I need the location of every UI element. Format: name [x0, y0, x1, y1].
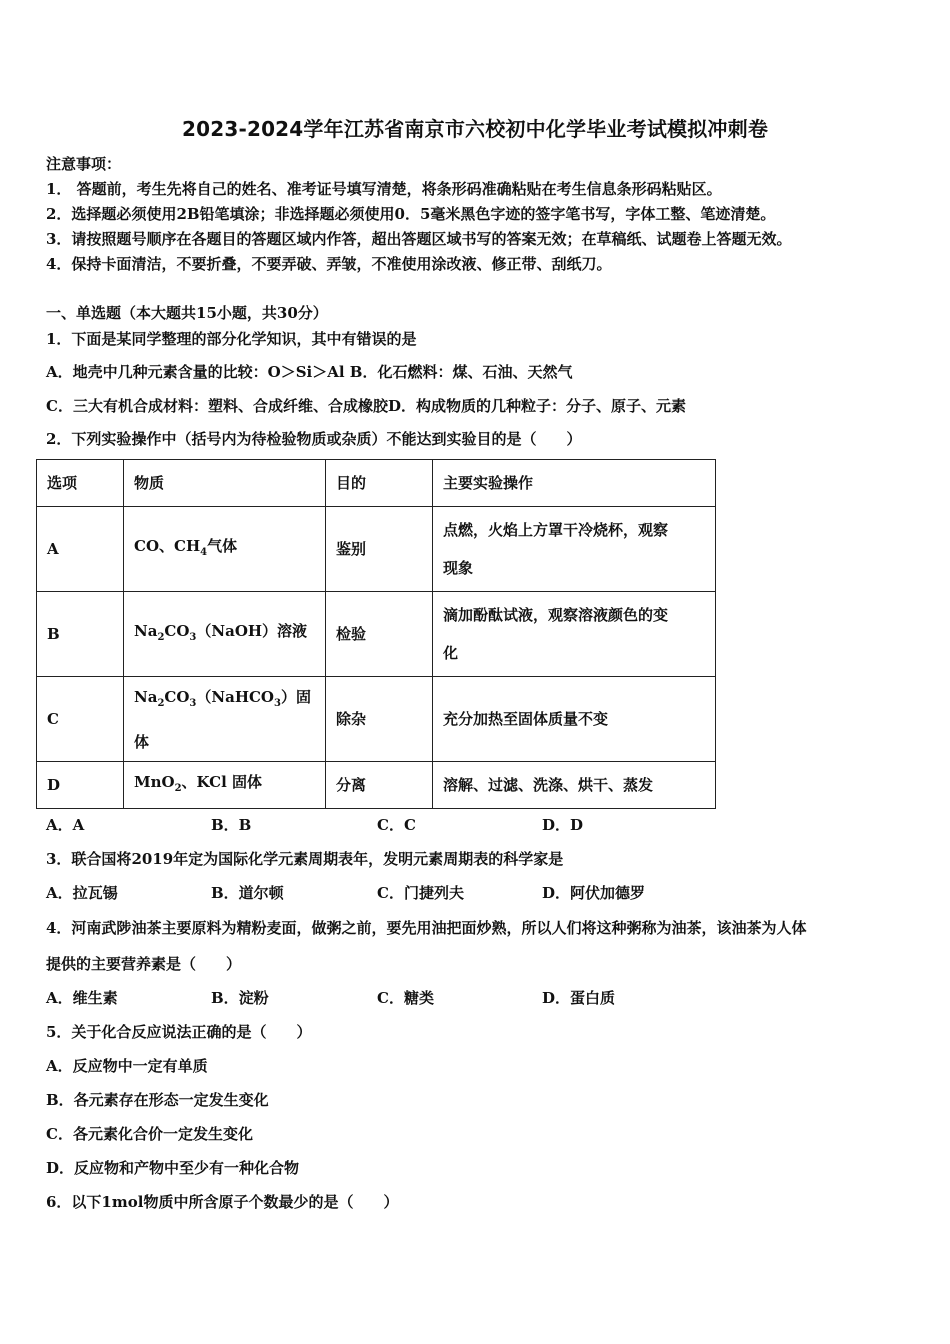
table-row — [37, 677, 716, 762]
table-cell-substance: $Na_2CO_3(NaOH)$溶液 — [124, 592, 326, 677]
q5-option-c: C．各元素化合价一定发生变化 — [46, 1125, 253, 1143]
table-cell-substance: $Na_2CO_3(NaHCO_3)$固 体 — [124, 677, 326, 762]
table-cell-option: B — [37, 592, 124, 677]
q3-option-d: D．阿伏加德罗 — [542, 884, 646, 902]
q1-options-line1: A．地壳中几种元素含量的比较：O＞Si＞Al B．化石燃料：煤、石油、天然气 — [46, 363, 573, 381]
q4-option-d: D．蛋白质 — [542, 989, 616, 1007]
table-row — [37, 507, 716, 592]
q3-stem: 3．联合国将2019年定为国际化学元素周期表年，发明元素周期表的科学家是 — [46, 850, 564, 868]
table-cell-substance: CO、$CH_4$气体 — [124, 507, 326, 592]
q5-stem: 5．关于化合反应说法正确的是（ ） — [46, 1023, 312, 1041]
q2-table — [36, 459, 716, 809]
table-cell-purpose: 除杂 — [326, 677, 433, 762]
q2-option-d: D．D — [542, 816, 584, 834]
table-cell-purpose: 分离 — [326, 762, 433, 809]
notice-heading: 注意事项： — [46, 155, 122, 173]
table-cell-operation: 点燃，火焰上方罩干冷烧杯，观察 现象 — [433, 507, 716, 592]
table-cell-option: D — [37, 762, 124, 809]
table-header-cell: 选项 — [37, 460, 124, 507]
q4-stem-line1: 4．河南武陟油茶主要原料为精粉麦面，做粥之前，要先用油把面炒熟，所以人们将这种粥称为油茶，该油茶为人体 — [46, 919, 807, 937]
table-header-cell: 物质 — [124, 460, 326, 507]
q6-stem: 6．以下1mol物质中所含原子个数最少的是（ ） — [46, 1193, 399, 1211]
q2-option-b: B．B — [211, 816, 252, 834]
table-header-row — [37, 460, 716, 507]
q2-stem: 2．下列实验操作中（括号内为待检验物质或杂质）不能达到实验目的是（ ） — [46, 430, 582, 448]
q3-option-c: C．门捷列夫 — [377, 884, 464, 902]
q3-option-b: B．道尔顿 — [211, 884, 284, 902]
q4-stem-line2: 提供的主要营养素是（ ） — [46, 955, 242, 973]
notice-item-3: 3．请按照题号顺序在各题目的答题区域内作答，超出答题区域书写的答案无效；在草稿纸、试题卷上答题无效。 — [46, 230, 792, 248]
q1-options-line2: C．三大有机合成材料：塑料、合成纤维、合成橡胶D．构成物质的几种粒子：分子、原子、元素 — [46, 397, 686, 415]
table-cell-option: A — [37, 507, 124, 592]
table-cell-operation: 充分加热至固体质量不变 — [433, 677, 716, 762]
q2-option-c: C．C — [377, 816, 416, 834]
q5-option-b: B．各元素存在形态一定发生变化 — [46, 1091, 269, 1109]
table-cell-purpose: 鉴别 — [326, 507, 433, 592]
q5-option-a: A．反应物中一定有单质 — [46, 1057, 208, 1075]
q4-option-c: C．糖类 — [377, 989, 434, 1007]
table-cell-purpose: 检验 — [326, 592, 433, 677]
q4-option-a: A．维生素 — [46, 989, 118, 1007]
notice-item-1: 1． 答题前，考生先将自己的姓名、准考证号填写清楚，将条形码准确粘贴在考生信息条形码粘贴区。 — [46, 180, 722, 198]
table-cell-operation: 滴加酚酞试液，观察溶液颜色的变 化 — [433, 592, 716, 677]
table-cell-option: C — [37, 677, 124, 762]
q1-stem: 1．下面是某同学整理的部分化学知识，其中有错误的是 — [46, 330, 417, 348]
table-cell-operation: 溶解、过滤、洗涤、烘干、蒸发 — [433, 762, 716, 809]
section-heading: 一、单选题（本大题共15小题，共30分） — [46, 304, 328, 322]
table-row — [37, 592, 716, 677]
q2-option-a: A．A — [46, 816, 85, 834]
notice-item-4: 4．保持卡面清洁，不要折叠，不要弄破、弄皱，不准使用涂改液、修正带、刮纸刀。 — [46, 255, 612, 273]
table-cell-substance: MnO$_2$、KCl 固体 — [124, 762, 326, 809]
notice-item-2: 2．选择题必须使用2B铅笔填涂；非选择题必须使用0．5毫米黑色字迹的签字笔书写，字体工整、笔迹清楚。 — [46, 205, 776, 223]
table-header-cell: 目的 — [326, 460, 433, 507]
q3-option-a: A．拉瓦锡 — [46, 884, 118, 902]
table-header-cell: 主要实验操作 — [433, 460, 716, 507]
q5-option-d: D．反应物和产物中至少有一种化合物 — [46, 1159, 300, 1177]
q4-option-b: B．淀粉 — [211, 989, 269, 1007]
page-title: 2023-2024学年江苏省南京市六校初中化学毕业考试模拟冲刺卷 — [181, 117, 769, 141]
table-row — [37, 762, 716, 809]
